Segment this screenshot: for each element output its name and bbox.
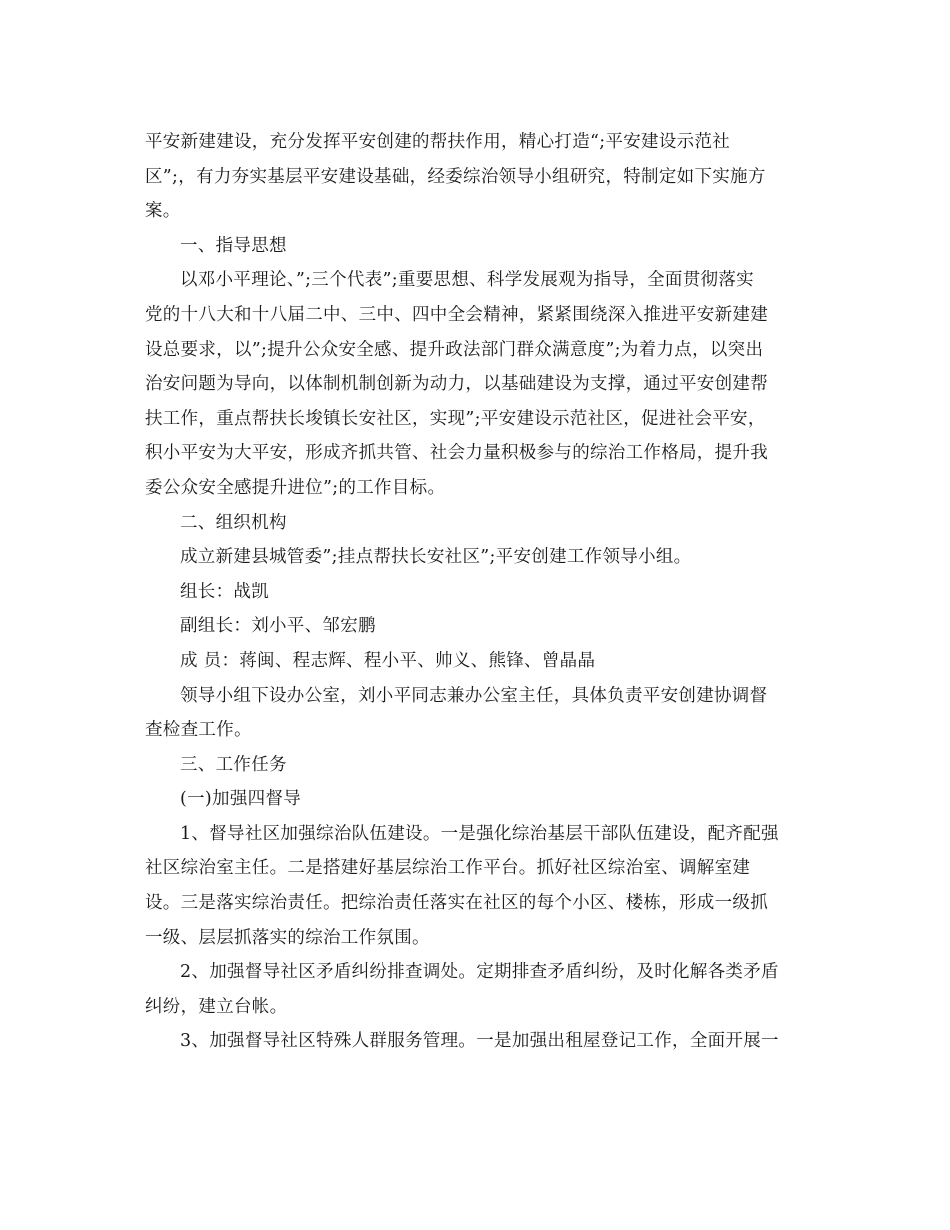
text-line: 一、指导思想 [180, 235, 287, 256]
text-line: 2、加强督导社区矛盾纠纷排查调处。定期排查矛盾纠纷，及时化解各类矛盾 [180, 962, 779, 983]
text-line: 成 员：蒋闽、程志辉、程小平、帅义、熊锋、曾晶晶 [180, 650, 596, 671]
text-line: 社区综治室主任。二是搭建好基层综治工作平台。抓好社区综治室、调解室建 [145, 858, 751, 879]
paragraph-subheading-1 [145, 782, 810, 817]
paragraph-heading-2 [145, 506, 810, 541]
text-line: 成立新建县城管委”;挂点帮扶长安社区”;平安创建工作领导小组。 [180, 547, 692, 568]
text-line: 治安问题为导向，以体制机制创新为动力，以基础建设为支撑，通过平安创建帮 [145, 374, 768, 395]
text-line: 领导小组下设办公室，刘小平同志兼办公室主任，具体负责平安创建协调督 [180, 685, 768, 706]
paragraph-guiding-thought [145, 263, 810, 505]
paragraph-task-1 [145, 817, 810, 955]
paragraph-task-2 [145, 955, 810, 1024]
text-line: 纠纷，建立台帐。 [145, 996, 288, 1017]
text-line: 查检查工作。 [145, 720, 252, 741]
paragraph-office [145, 679, 810, 748]
paragraph-intro [145, 125, 810, 229]
paragraph-org-setup [145, 540, 810, 575]
text-line: 案。 [145, 201, 181, 222]
text-line: 3、加强督导社区特殊人群服务管理。一是加强出租屋登记工作，全面开展一 [180, 1031, 779, 1052]
text-line: 以邓小平理论、”;三个代表”;重要思想、科学发展观为指导，全面贯彻落实 [180, 270, 754, 291]
text-line: 平安新建建设，充分发挥平安创建的帮扶作用，精心打造“;平安建设示范社 [145, 132, 731, 152]
document-body [145, 125, 810, 1059]
text-line: 扶工作，重点帮扶长埈镇长安社区，实现”;平安建设示范社区，促进社会平安， [145, 408, 766, 429]
text-line: (一)加强四督导 [180, 789, 302, 810]
text-line: 积小平安为大平安，形成齐抓共管、社会力量积极参与的综治工作格局，提升我 [145, 443, 768, 464]
text-line: 党的十八大和十八届二中、三中、四中全会精神，紧紧围绕深入推进平安新建建 [145, 304, 768, 325]
text-line: 委公众安全感提升进位”;的工作目标。 [145, 477, 446, 498]
text-line: 设总要求，以”;提升公众安全感、提升政法部门群众满意度”;为着力点，以突出 [145, 339, 764, 360]
paragraph-members [145, 644, 810, 679]
text-line: 副组长：刘小平、邹宏鹏 [180, 616, 376, 637]
text-line: 设。三是落实综治责任。把综治责任落实在社区的每个小区、楼栋，形成一级抓 [145, 893, 768, 914]
paragraph-leader [145, 575, 810, 610]
paragraph-deputy-leader [145, 609, 810, 644]
paragraph-heading-1 [145, 229, 810, 264]
paragraph-heading-3 [145, 748, 810, 783]
text-line: 1、督导社区加强综治队伍建设。一是强化综治基层干部队伍建设，配齐配强 [180, 823, 779, 844]
text-line: 三、工作任务 [180, 754, 287, 775]
text-line: 组长：战凯 [180, 581, 269, 602]
text-line: 一级、层层抓落实的综治工作氛围。 [145, 927, 430, 948]
text-line: 区”;，有力夯实基层平安建设基础，经委综治领导小组研究，特制定如下实施方 [145, 166, 766, 187]
paragraph-task-3 [145, 1024, 810, 1059]
text-line: 二、组织机构 [180, 512, 287, 533]
